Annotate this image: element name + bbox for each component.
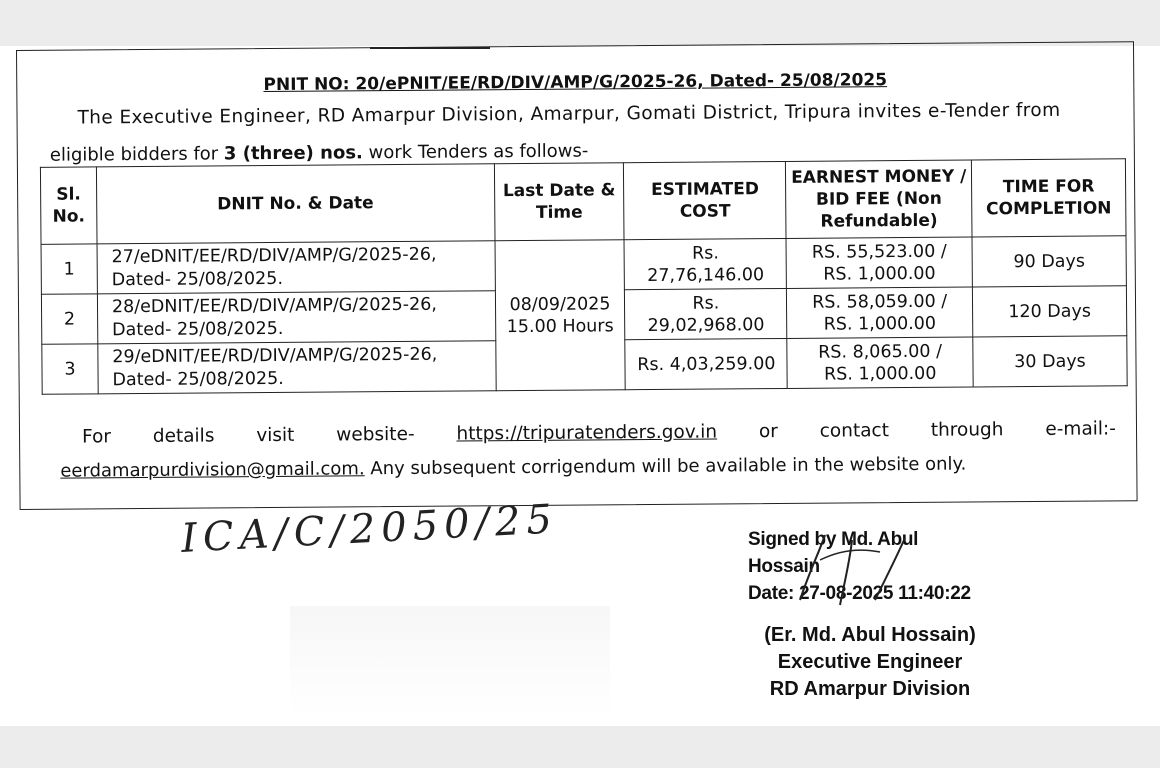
officer-designation: Executive Engineer bbox=[777, 651, 963, 673]
email-line bbox=[60, 454, 966, 482]
website-link[interactable]: https://tripuratenders.gov.in bbox=[456, 421, 718, 445]
tender-table bbox=[40, 158, 1128, 395]
dnit-number: 28/eDNIT/EE/RD/DIV/AMP/G/2025-26, bbox=[111, 294, 437, 317]
row-sl: 3 bbox=[42, 344, 98, 394]
row-cost bbox=[625, 288, 787, 339]
scanned-page bbox=[0, 46, 1160, 726]
tender-count: 3 (three) nos. bbox=[223, 142, 363, 165]
last-date: 08/09/2025 bbox=[509, 293, 611, 315]
dnit-date: Dated- 25/08/2025. bbox=[111, 268, 284, 290]
intro-line-2-pre: eligible bidders for bbox=[49, 143, 224, 166]
row-dnit bbox=[98, 341, 496, 394]
signature-line-1: Signed by Md. Abul bbox=[748, 529, 919, 550]
row-dnit bbox=[97, 241, 495, 294]
col-header-cost: ESTIMATED COST bbox=[624, 161, 786, 239]
tender-notice-box bbox=[16, 41, 1138, 510]
emd-line-2: RS. 1,000.00 bbox=[824, 363, 937, 385]
last-time: 15.00 Hours bbox=[506, 315, 614, 337]
table-header-row bbox=[40, 159, 1126, 245]
last-date-cell bbox=[495, 240, 626, 391]
dnit-date: Dated- 25/08/2025. bbox=[112, 318, 284, 340]
cost-line-2: 27,76,146.00 bbox=[647, 264, 765, 286]
dnit-date: Dated- 25/08/2025. bbox=[112, 368, 284, 390]
col-header-emd: EARNEST MONEY / BID FEE (Non Refundable) bbox=[786, 160, 972, 238]
details-word-or: or bbox=[758, 421, 778, 443]
row-completion: 120 Days bbox=[972, 286, 1126, 337]
intro-line-1: The Executive Engineer, RD Amarpur Division, Amarpur, Gomati District, Tripura invites e-Tender from bbox=[77, 99, 1061, 129]
col-header-last-date: Last Date & Time bbox=[494, 163, 625, 241]
details-word-details: details bbox=[152, 425, 215, 447]
intro-line-2-post: work Tenders as follows- bbox=[362, 140, 589, 164]
row-cost: Rs. 4,03,259.00 bbox=[625, 338, 787, 389]
table-row bbox=[41, 236, 1126, 295]
row-dnit bbox=[97, 291, 495, 344]
emd-line-1: RS. 55,523.00 / bbox=[811, 241, 947, 263]
signature-line-3: Date: 27-08-2025 11:40:22 bbox=[748, 583, 971, 604]
row-emd bbox=[786, 237, 972, 288]
dnit-number: 29/eDNIT/EE/RD/DIV/AMP/G/2025-26, bbox=[112, 344, 438, 367]
cost-line-1: Rs. bbox=[692, 292, 720, 314]
signature-line-2: Hossain bbox=[748, 556, 820, 577]
faded-stamp bbox=[290, 606, 610, 716]
dnit-number: 27/eDNIT/EE/RD/DIV/AMP/G/2025-26, bbox=[111, 244, 437, 267]
cost-line-1: Rs. bbox=[692, 242, 720, 264]
cost-line-2: 29,02,968.00 bbox=[647, 314, 765, 336]
emd-line-2: RS. 1,000.00 bbox=[823, 263, 936, 285]
col-header-completion: TIME FOR COMPLETION bbox=[971, 159, 1126, 237]
details-word-website: website- bbox=[336, 423, 415, 446]
emd-line-2: RS. 1,000.00 bbox=[823, 313, 937, 335]
col-header-dnit: DNIT No. & Date bbox=[96, 164, 494, 244]
email-link[interactable]: eerdamarpurdivision@gmail.com. bbox=[60, 458, 365, 482]
row-sl: 2 bbox=[41, 294, 97, 344]
row-emd bbox=[787, 287, 973, 338]
details-word-email: e-mail:- bbox=[1045, 418, 1117, 440]
handwritten-signature-icon bbox=[780, 530, 940, 610]
officer-block bbox=[750, 622, 990, 703]
row-cost bbox=[624, 238, 786, 289]
corrigendum-text: Any subsequent corrigendum will be available in the website only. bbox=[364, 453, 967, 480]
intro-line-2 bbox=[50, 141, 589, 166]
emd-line-1: RS. 58,059.00 / bbox=[812, 291, 948, 313]
row-completion: 30 Days bbox=[973, 336, 1127, 387]
officer-office: RD Amarpur Division bbox=[769, 678, 971, 700]
details-word-contact: contact bbox=[819, 420, 890, 442]
emd-line-1: RS. 8,065.00 / bbox=[818, 341, 943, 363]
col-header-sl: Sl. No. bbox=[40, 167, 97, 244]
details-word-for: For bbox=[81, 426, 112, 448]
pnit-title: PNIT NO: 20/ePNIT/EE/RD/DIV/AMP/G/2025-26, Dated- 25/08/2025 bbox=[263, 70, 888, 96]
details-line bbox=[82, 418, 1116, 447]
row-completion: 90 Days bbox=[972, 236, 1126, 287]
row-emd bbox=[787, 337, 973, 388]
officer-name: (Er. Md. Abul Hossain) bbox=[764, 624, 976, 646]
details-word-through: through bbox=[930, 419, 1004, 441]
row-sl: 1 bbox=[41, 244, 97, 294]
handwritten-reference: ICA/C/2050/25 bbox=[180, 496, 559, 562]
details-word-visit: visit bbox=[256, 424, 295, 447]
